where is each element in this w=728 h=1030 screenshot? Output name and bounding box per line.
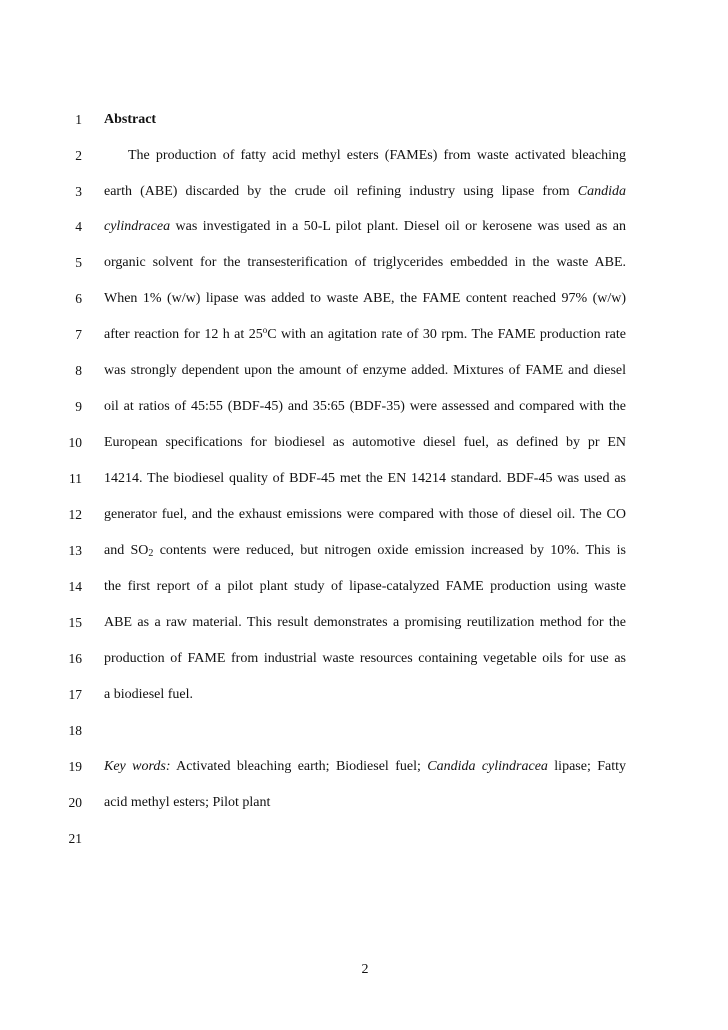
text-segment: a biodiesel fuel. (104, 687, 194, 702)
text-segment: oil at ratios of 45:55 (BDF-45) and 35:65 (BDF-35) were assessed and compared with the (104, 399, 626, 414)
abstract-line (104, 575, 626, 599)
text-segment: production of FAME from industrial waste resources containing vegetable oils for use as (104, 651, 626, 666)
text-line (0, 791, 728, 815)
text-segment: Candida (577, 184, 626, 199)
line-number: 19 (68, 759, 82, 774)
line-number: 9 (75, 399, 82, 414)
text-line (0, 251, 728, 275)
text-line (0, 467, 728, 491)
abstract-line (104, 683, 626, 707)
text-segment: after reaction for 12 h at 25 (104, 327, 263, 342)
text-segment: When 1% (w/w) lipase was added to waste ABE, the FAME content reached 97% (w/w) (104, 291, 626, 306)
abstract-line (104, 611, 626, 635)
line-number: 7 (75, 327, 82, 342)
text-segment: acid methyl esters; Pilot plant (104, 795, 271, 810)
text-segment: The production of fatty acid methyl esters (FAMEs) from waste activated bleaching (128, 148, 626, 163)
text-line (0, 431, 728, 455)
text-line (0, 180, 728, 204)
abstract-line (104, 144, 626, 168)
line-number: 6 (75, 291, 82, 306)
keywords-line (104, 755, 626, 779)
abstract-line (104, 539, 626, 563)
abstract-line (104, 180, 626, 204)
text-segment: 14214. The biodiesel quality of BDF-45 met the EN 14214 standard. BDF-45 was used as (104, 471, 626, 486)
text-line (0, 539, 728, 563)
text-segment: C with an agitation rate of 30 rpm. The FAME production rate (267, 327, 626, 342)
abstract-line (104, 323, 626, 347)
text-segment: lipase; Fatty (547, 759, 626, 774)
text-segment: 2 (148, 548, 154, 559)
text-segment: was investigated in a 50-L pilot plant. Diesel oil or kerosene was used as an (170, 219, 626, 234)
text-line (0, 719, 728, 743)
abstract-line (104, 251, 626, 275)
text-line (0, 108, 728, 132)
text-line (0, 611, 728, 635)
text-line (0, 215, 728, 239)
text-line (0, 755, 728, 779)
line-number: 13 (68, 543, 82, 558)
abstract-line (104, 503, 626, 527)
line-number: 20 (68, 795, 82, 810)
text-segment: contents were reduced, but nitrogen oxide emission increased by 10%. This is (153, 543, 626, 558)
line-number: 10 (68, 435, 82, 450)
abstract-line (104, 395, 626, 419)
line-number: 12 (68, 507, 82, 522)
line-number: 3 (75, 184, 82, 199)
line-number: 15 (68, 615, 82, 630)
text-segment: the first report of a pilot plant study of lipase-catalyzed FAME production using waste (104, 579, 626, 594)
text-segment: o (262, 325, 268, 335)
text-segment: Candida cylindracea (427, 759, 548, 774)
text-segment: generator fuel, and the exhaust emissions were compared with those of diesel oil. The CO (104, 507, 626, 522)
keywords-line (104, 791, 626, 815)
abstract-heading (104, 108, 626, 132)
abstract-line (104, 215, 626, 239)
abstract-line (104, 647, 626, 671)
line-number: 14 (68, 579, 82, 594)
abstract-line (104, 431, 626, 455)
text-line (0, 503, 728, 527)
text-segment: Key words: (104, 759, 171, 774)
text-segment: was strongly dependent upon the amount of enzyme added. Mixtures of FAME and diesel (104, 363, 626, 378)
text-segment: and SO (104, 543, 149, 558)
line-number: 5 (75, 255, 82, 270)
line-number: 1 (75, 112, 82, 127)
abstract-line (104, 287, 626, 311)
text-line (0, 287, 728, 311)
page-number: 2 (361, 962, 369, 977)
text-line (0, 827, 728, 851)
text-line (0, 575, 728, 599)
line-number: 2 (75, 148, 82, 163)
text-line (0, 647, 728, 671)
line-number: 4 (75, 219, 82, 234)
abstract-line (104, 359, 626, 383)
text-segment: European specifications for biodiesel as automotive diesel fuel, as defined by pr EN (104, 435, 626, 450)
text-line (0, 395, 728, 419)
line-number: 17 (68, 687, 82, 702)
line-number: 21 (68, 831, 82, 846)
text-line (0, 683, 728, 707)
text-segment: ABE as a raw material. This result demonstrates a promising reutilization method for the (104, 615, 626, 630)
text-line (0, 359, 728, 383)
line-number: 11 (69, 471, 82, 486)
text-segment: Activated bleaching earth; Biodiesel fuel; (170, 759, 428, 774)
text-line (0, 144, 728, 168)
line-number: 18 (68, 723, 82, 738)
text-line (0, 323, 728, 347)
line-number: 16 (68, 651, 82, 666)
line-number: 8 (75, 363, 82, 378)
text-segment: earth (ABE) discarded by the crude oil refining industry using lipase from (104, 184, 578, 199)
text-segment: cylindracea (104, 219, 171, 234)
text-segment: organic solvent for the transesterification of triglycerides embedded in the waste ABE. (104, 255, 626, 270)
abstract-line (104, 467, 626, 491)
text-segment: Abstract (104, 112, 157, 127)
